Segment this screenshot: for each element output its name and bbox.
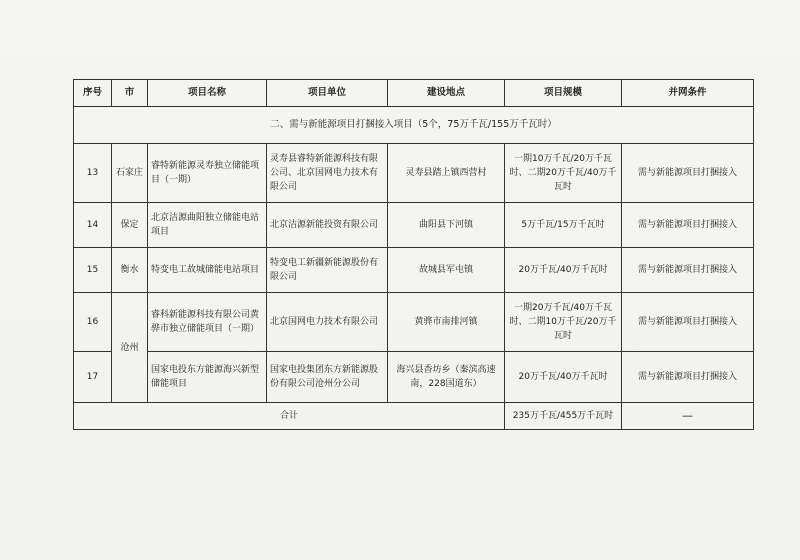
table-row bbox=[74, 144, 754, 203]
table-row bbox=[74, 248, 754, 293]
cell-city: 石家庄 bbox=[112, 144, 148, 203]
header-cell-scale: 项目规模 bbox=[505, 80, 622, 107]
cell-location: 曲阳县下河镇 bbox=[388, 203, 505, 248]
total-row bbox=[74, 403, 754, 430]
cell-no: 13 bbox=[74, 144, 112, 203]
cell-location: 海兴县香坊乡（秦滨高速南，228国道东） bbox=[388, 352, 505, 403]
cell-project-unit: 国家电投集团东方新能源股份有限公司沧州分公司 bbox=[267, 352, 388, 403]
cell-scale: 5万千瓦/15万千瓦时 bbox=[505, 203, 622, 248]
header-cell-city: 市 bbox=[112, 80, 148, 107]
cell-location: 黄骅市南排河镇 bbox=[388, 293, 505, 352]
group-title-row bbox=[74, 107, 754, 144]
cell-no: 15 bbox=[74, 248, 112, 293]
cell-scale: 一期10万千瓦/20万千瓦时、二期20万千瓦/40万千瓦时 bbox=[505, 144, 622, 203]
cell-no: 16 bbox=[74, 293, 112, 352]
table-row bbox=[74, 293, 754, 352]
cell-city-merged: 沧州 bbox=[112, 293, 148, 403]
header-cell-location: 建设地点 bbox=[388, 80, 505, 107]
cell-project-unit: 灵寿县睿特新能源科技有限公司、北京国网电力技术有限公司 bbox=[267, 144, 388, 203]
cell-location: 灵寿县踏上镇西营村 bbox=[388, 144, 505, 203]
cell-condition: 需与新能源项目打捆接入 bbox=[622, 248, 754, 293]
cell-condition: 需与新能源项目打捆接入 bbox=[622, 352, 754, 403]
cell-project-unit: 北京洁源新能投资有限公司 bbox=[267, 203, 388, 248]
group-title: 二、需与新能源项目打捆接入项目（5个，75万千瓦/155万千瓦时） bbox=[74, 107, 754, 144]
cell-condition: 需与新能源项目打捆接入 bbox=[622, 203, 754, 248]
table-row bbox=[74, 203, 754, 248]
header-cell-no: 序号 bbox=[74, 80, 112, 107]
total-label: 合计 bbox=[74, 403, 505, 430]
cell-location: 故城县军屯镇 bbox=[388, 248, 505, 293]
cell-project-unit: 特变电工新疆新能源股份有限公司 bbox=[267, 248, 388, 293]
cell-project-unit: 北京国网电力技术有限公司 bbox=[267, 293, 388, 352]
cell-project-name: 睿科新能源科技有限公司黄骅市独立储能项目（一期） bbox=[148, 293, 267, 352]
header-cell-condition: 并网条件 bbox=[622, 80, 754, 107]
header-cell-unit: 项目单位 bbox=[267, 80, 388, 107]
header-cell-name: 项目名称 bbox=[148, 80, 267, 107]
cell-city: 衡水 bbox=[112, 248, 148, 293]
total-scale: 235万千瓦/455万千瓦时 bbox=[505, 403, 622, 430]
cell-project-name: 睿特新能源灵寿独立储能项目（一期） bbox=[148, 144, 267, 203]
cell-project-name: 国家电投东方能源海兴新型储能项目 bbox=[148, 352, 267, 403]
cell-scale: 20万千瓦/40万千瓦时 bbox=[505, 248, 622, 293]
total-condition: — bbox=[622, 403, 754, 430]
cell-condition: 需与新能源项目打捆接入 bbox=[622, 293, 754, 352]
cell-no: 17 bbox=[74, 352, 112, 403]
cell-city: 保定 bbox=[112, 203, 148, 248]
cell-condition: 需与新能源项目打捆接入 bbox=[622, 144, 754, 203]
cell-project-name: 北京洁源曲阳独立储能电站项目 bbox=[148, 203, 267, 248]
cell-project-name: 特变电工故城储能电站项目 bbox=[148, 248, 267, 293]
cell-no: 14 bbox=[74, 203, 112, 248]
cell-scale: 一期20万千瓦/40万千瓦时、二期10万千瓦/20万千瓦时 bbox=[505, 293, 622, 352]
energy-storage-project-table bbox=[73, 79, 754, 430]
table-row bbox=[74, 352, 754, 403]
table-header-row bbox=[74, 80, 754, 107]
cell-scale: 20万千瓦/40万千瓦时 bbox=[505, 352, 622, 403]
